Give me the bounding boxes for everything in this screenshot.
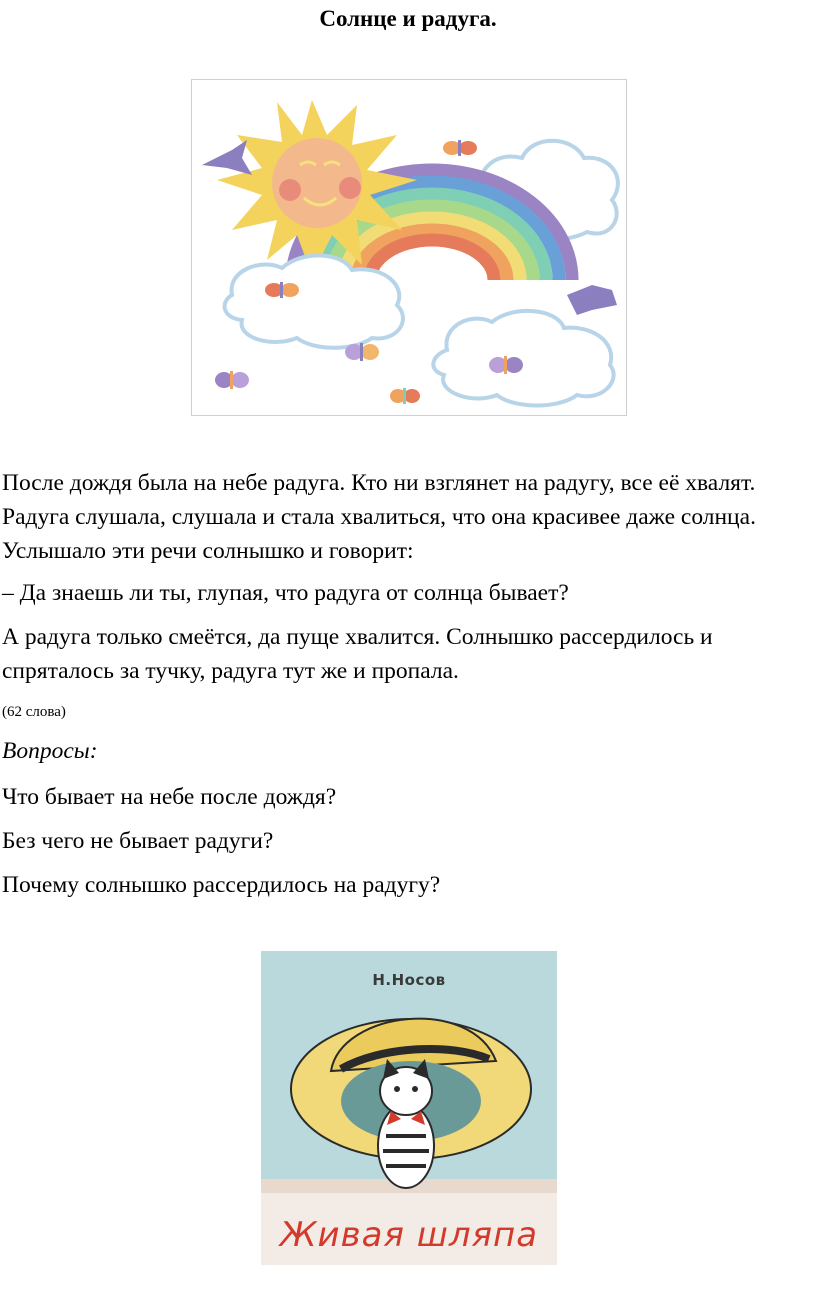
- question-item: Что бывает на небе после дождя?: [2, 784, 337, 810]
- questions-heading: Вопросы:: [2, 738, 98, 764]
- book-cover-image: [261, 951, 557, 1265]
- book-author: Н.Носов: [372, 971, 446, 989]
- butterfly-icon: [489, 356, 523, 374]
- butterfly-icon: [345, 343, 379, 361]
- sun-rainbow-illustration: [191, 79, 627, 416]
- story-paragraph: – Да знаешь ли ты, глупая, что радуга от солнца бывает?: [2, 580, 569, 606]
- butterfly-icon: [215, 371, 249, 389]
- question-item: Без чего не бывает радуги?: [2, 828, 274, 854]
- kitten-icon: [378, 1059, 434, 1188]
- bird-icon: [567, 285, 617, 315]
- butterfly-icon: [443, 140, 477, 156]
- story-paragraph: После дождя была на небе радуга. Кто ни взглянет на радугу, все её хвалят. Радуга слушала, слушала и стала хвалиться, что она красивее даже солнца. Услышало эти речи солнышко и говорит:: [2, 470, 756, 564]
- butterfly-icon: [265, 282, 299, 298]
- story-paragraph: А радуга только смеётся, да пуще хвалится. Солнышко рассердилось и спряталось за тучку, радуга тут же и пропала.: [2, 624, 713, 684]
- question-item: Почему солнышко рассердилось на радугу?: [2, 872, 441, 898]
- sun-rainbow-drawing: [192, 80, 627, 416]
- page-title: Солнце и радуга.: [319, 6, 497, 31]
- butterfly-icon: [390, 388, 420, 404]
- word-count: (62 слова): [2, 704, 66, 720]
- book-title: Живая шляпа: [279, 1215, 539, 1255]
- bird-icon: [202, 140, 252, 175]
